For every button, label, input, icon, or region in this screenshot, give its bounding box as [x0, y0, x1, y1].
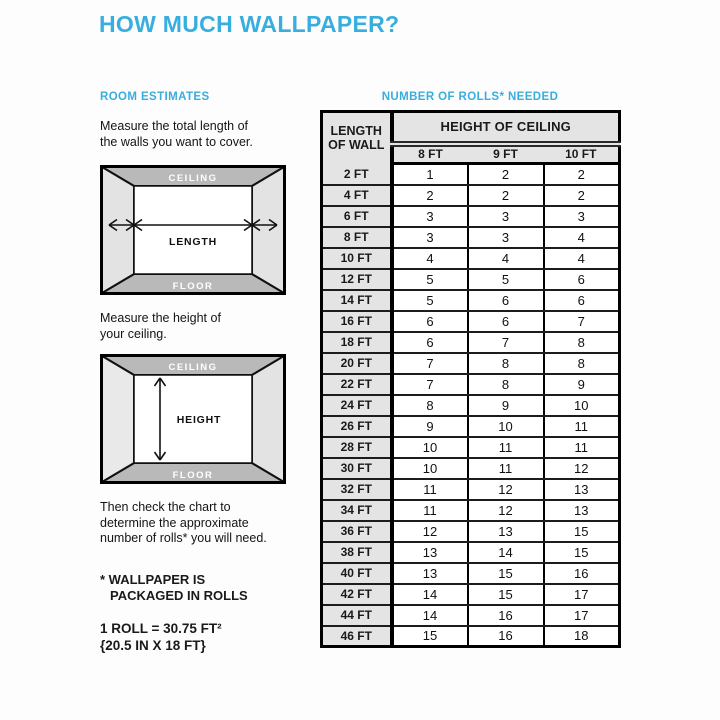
row-header-wall-length: 2 FT — [322, 164, 392, 185]
row-header-wall-length: 26 FT — [322, 416, 392, 437]
rolls-value-cell: 10 — [392, 458, 468, 479]
table-row — [322, 416, 620, 437]
rolls-value-cell: 4 — [468, 248, 544, 269]
room-height-diagram — [100, 354, 286, 484]
rolls-value-cell: 6 — [468, 311, 544, 332]
rolls-value-cell: 3 — [468, 206, 544, 227]
rolls-value-cell: 11 — [392, 500, 468, 521]
rolls-value-cell: 8 — [544, 353, 620, 374]
row-header-wall-length: 18 FT — [322, 332, 392, 353]
rolls-value-cell: 10 — [544, 395, 620, 416]
rolls-value-cell: 16 — [544, 563, 620, 584]
rolls-value-cell: 6 — [392, 332, 468, 353]
step1-text — [100, 119, 298, 150]
rolls-value-cell: 9 — [544, 374, 620, 395]
rolls-value-cell: 2 — [392, 185, 468, 206]
table-row — [322, 332, 620, 353]
rolls-value-cell: 14 — [392, 584, 468, 605]
rolls-value-cell: 14 — [468, 542, 544, 563]
room-estimates-heading: ROOM ESTIMATES — [100, 91, 210, 103]
col-header-10-ft: 10 FT — [544, 144, 620, 164]
rolls-value-cell: 6 — [468, 290, 544, 311]
table-row — [322, 437, 620, 458]
rolls-table-heading: NUMBER OF ROLLS* NEEDED — [381, 91, 559, 103]
rolls-value-cell: 13 — [392, 542, 468, 563]
roll-info-line2: {20.5 IN X 18 FT} — [100, 637, 206, 653]
ceiling-label: CEILING — [168, 173, 218, 184]
rolls-value-cell: 4 — [544, 248, 620, 269]
row-header-wall-length: 8 FT — [322, 227, 392, 248]
table-row — [322, 353, 620, 374]
rolls-value-cell: 16 — [468, 626, 544, 647]
rolls-value-cell: 7 — [468, 332, 544, 353]
rolls-value-cell: 13 — [468, 521, 544, 542]
rolls-value-cell: 12 — [544, 458, 620, 479]
rolls-value-cell: 3 — [544, 206, 620, 227]
col-header-9-ft: 9 FT — [468, 144, 544, 164]
footnote-line2: PACKAGED IN ROLLS — [110, 587, 248, 603]
rolls-value-cell: 2 — [544, 164, 620, 185]
table-row — [322, 605, 620, 626]
rolls-value-cell: 17 — [544, 605, 620, 626]
table-row — [322, 395, 620, 416]
rolls-value-cell: 12 — [392, 521, 468, 542]
rolls-value-cell: 13 — [544, 500, 620, 521]
rolls-value-cell: 12 — [468, 500, 544, 521]
rolls-value-cell: 8 — [468, 374, 544, 395]
table-row — [322, 164, 620, 185]
rolls-value-cell: 5 — [468, 269, 544, 290]
rolls-value-cell: 7 — [392, 353, 468, 374]
table-row — [322, 626, 620, 647]
rolls-value-cell: 5 — [392, 269, 468, 290]
rolls-value-cell: 9 — [468, 395, 544, 416]
row-header-wall-length: 16 FT — [322, 311, 392, 332]
rolls-value-cell: 15 — [544, 542, 620, 563]
floor-label: FLOOR — [172, 281, 214, 292]
table-row — [322, 269, 620, 290]
roll-info-line1: 1 ROLL = 30.75 FT² — [100, 620, 222, 636]
row-header-wall-length: 12 FT — [322, 269, 392, 290]
rolls-value-cell: 8 — [544, 332, 620, 353]
rolls-value-cell: 12 — [468, 479, 544, 500]
row-header-wall-length: 22 FT — [322, 374, 392, 395]
rolls-value-cell: 7 — [392, 374, 468, 395]
room-estimates-section — [100, 91, 298, 654]
rolls-value-cell: 3 — [392, 227, 468, 248]
rolls-value-cell: 15 — [468, 563, 544, 584]
rolls-value-cell: 13 — [544, 479, 620, 500]
table-row — [322, 248, 620, 269]
footnote-line1: * WALLPAPER IS — [100, 571, 206, 587]
table-row — [322, 584, 620, 605]
rolls-value-cell: 15 — [544, 521, 620, 542]
rolls-value-cell: 4 — [544, 227, 620, 248]
row-header-wall-length: 14 FT — [322, 290, 392, 311]
rolls-value-cell: 3 — [468, 227, 544, 248]
row-header-wall-length: 38 FT — [322, 542, 392, 563]
rolls-value-cell: 16 — [468, 605, 544, 626]
row-header-wall-length: 42 FT — [322, 584, 392, 605]
row-header-wall-length: 36 FT — [322, 521, 392, 542]
step2-text — [100, 311, 298, 342]
rolls-value-cell: 9 — [392, 416, 468, 437]
rolls-value-cell: 8 — [468, 353, 544, 374]
step3-line1: Then check the chart to — [100, 500, 231, 514]
roll-size-info — [100, 620, 298, 654]
row-header-wall-length: 4 FT — [322, 185, 392, 206]
floor-label: FLOOR — [172, 470, 214, 481]
rolls-value-cell: 15 — [468, 584, 544, 605]
row-header-wall-length: 40 FT — [322, 563, 392, 584]
table-row — [322, 521, 620, 542]
col-header-height-of-ceiling: HEIGHT OF CEILING — [392, 112, 620, 144]
table-row — [322, 206, 620, 227]
page-title: HOW MUCH WALLPAPER? — [99, 11, 400, 37]
rolls-value-cell: 8 — [392, 395, 468, 416]
wallpaper-footnote — [100, 572, 298, 604]
ceiling-label: CEILING — [168, 362, 218, 373]
step3-text — [100, 500, 298, 547]
rolls-value-cell: 7 — [544, 311, 620, 332]
rolls-value-cell: 15 — [392, 626, 468, 647]
row-header-wall-length: 32 FT — [322, 479, 392, 500]
length-label: LENGTH — [169, 236, 217, 248]
rolls-value-cell: 6 — [544, 290, 620, 311]
row-header-wall-length: 20 FT — [322, 353, 392, 374]
rolls-value-cell: 11 — [392, 479, 468, 500]
rolls-value-cell: 10 — [392, 437, 468, 458]
step2-line2: your ceiling. — [100, 326, 167, 341]
rolls-value-cell: 6 — [392, 311, 468, 332]
table-row — [322, 227, 620, 248]
table-row — [322, 479, 620, 500]
rolls-value-cell: 1 — [392, 164, 468, 185]
row-header-wall-length: 24 FT — [322, 395, 392, 416]
rolls-value-cell: 2 — [468, 164, 544, 185]
rolls-value-cell: 5 — [392, 290, 468, 311]
rolls-value-cell: 18 — [544, 626, 620, 647]
row-header-wall-length: 30 FT — [322, 458, 392, 479]
height-label: HEIGHT — [176, 414, 222, 426]
step1-line2: the walls you want to cover. — [100, 134, 253, 149]
step1-line1: Measure the total length of — [100, 119, 249, 133]
rolls-value-cell: 11 — [544, 416, 620, 437]
rolls-value-cell: 2 — [544, 185, 620, 206]
rolls-value-cell: 4 — [392, 248, 468, 269]
step2-line1: Measure the height of — [100, 311, 221, 325]
table-row — [322, 290, 620, 311]
table-row — [322, 500, 620, 521]
room-length-diagram — [100, 165, 286, 295]
table-row — [322, 542, 620, 563]
table-row — [322, 185, 620, 206]
table-row — [322, 458, 620, 479]
row-header-wall-length: 28 FT — [322, 437, 392, 458]
rolls-needed-table — [320, 110, 621, 648]
step3-line2: determine the approximate — [100, 515, 249, 530]
row-header-wall-length: 46 FT — [322, 626, 392, 647]
table-row — [322, 563, 620, 584]
rolls-value-cell: 11 — [544, 437, 620, 458]
row-header-wall-length: 6 FT — [322, 206, 392, 227]
step3-line3: number of rolls* you will need. — [100, 531, 267, 545]
rolls-value-cell: 11 — [468, 437, 544, 458]
rolls-value-cell: 13 — [392, 563, 468, 584]
rolls-value-cell: 3 — [392, 206, 468, 227]
rolls-value-cell: 2 — [468, 185, 544, 206]
rolls-value-cell: 6 — [544, 269, 620, 290]
rolls-value-cell: 14 — [392, 605, 468, 626]
row-header-wall-length: 44 FT — [322, 605, 392, 626]
rolls-value-cell: 10 — [468, 416, 544, 437]
table-row — [322, 374, 620, 395]
rolls-value-cell: 11 — [468, 458, 544, 479]
col-header-8-ft: 8 FT — [392, 144, 468, 164]
rolls-value-cell: 17 — [544, 584, 620, 605]
row-header-wall-length: 34 FT — [322, 500, 392, 521]
table-row — [322, 311, 620, 332]
row-header-wall-length: 10 FT — [322, 248, 392, 269]
col-header-length-of-wall: LENGTH OF WALL — [322, 112, 392, 164]
